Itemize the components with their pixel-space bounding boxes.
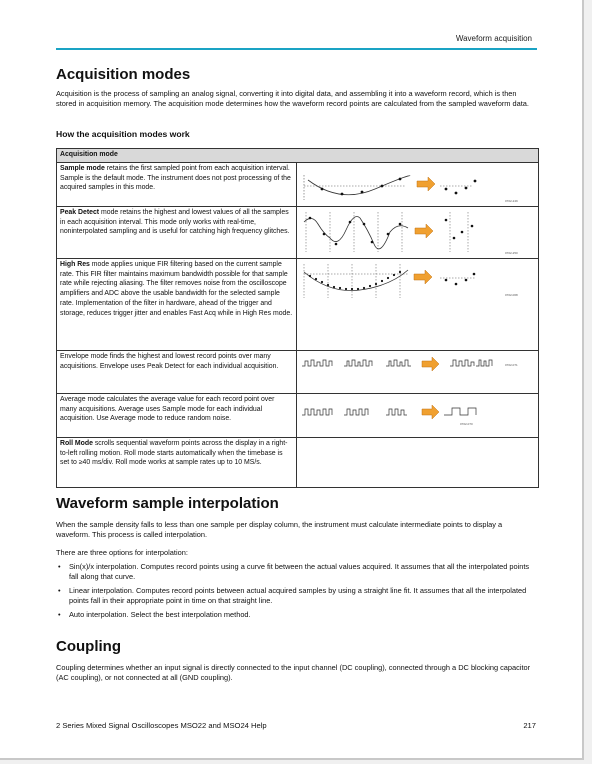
- envelope-diagram: [297, 351, 539, 394]
- high-res-diagram: [297, 259, 539, 351]
- sample-mode-description: [57, 163, 297, 207]
- average-diagram: [297, 394, 539, 438]
- figure-number: 0702-068: [505, 293, 518, 297]
- peak-detect-diagram: [297, 207, 539, 259]
- figure-number: 0702-250: [505, 251, 518, 255]
- mode-name: Sample mode: [60, 165, 105, 172]
- acquisition-modes-table: [56, 148, 539, 488]
- list-item: • Auto interpolation. Select the best interpolation method.: [56, 610, 540, 620]
- how-modes-work-subheading: How the acquisition modes work: [56, 129, 190, 139]
- mode-text: mode applies unique FIR filtering based on the current sample rate. This FIR filter maintains maximum bandwidth possible for that sample rate while rejecting aliasing. The filter removes noise from the oscilloscope amplifiers and ADC above the usable bandwidth for the selected sample rate. Implementation of the filter in hardware, ahead of the trigger and storage, reduces trigger jitter and enables Fast Acq while in High Res mode.: [60, 261, 293, 317]
- interpolation-options-intro: There are three options for interpolation:: [56, 548, 188, 557]
- table-header-row: [57, 149, 539, 163]
- peak-detect-description: [57, 207, 297, 259]
- mode-text: mode retains the highest and lowest values of all the samples in each acquisition interval. This mode only works with real-time, noninterpolated sampling and is useful for catching high frequency glitches.: [60, 209, 290, 236]
- mode-text: Average mode calculates the average value for each record point over many acquisitions. Average uses Sample mode for each individual acquisition. Use Average mode to reduce random noise.: [60, 396, 275, 423]
- sample-mode-diagram: [297, 163, 539, 207]
- mode-name: High Res: [60, 261, 90, 268]
- figure-number: 0702-071: [505, 363, 518, 367]
- acquisition-intro: Acquisition is the process of sampling an analog signal, converting it into digital data, and assembling it into a waveform record, which is then stored in acquisition memory. The acquisition mode determines how the waveform record points are calculated from the sampled waveform data.: [56, 89, 529, 109]
- table-row-peak-detect: [57, 207, 539, 259]
- mode-name: Roll Mode: [60, 440, 93, 447]
- mode-text: Envelope mode finds the highest and lowest record points over many acquisitions. Envelope uses Peak Detect for each individual acquisition.: [60, 353, 279, 370]
- table-row-roll: [57, 438, 539, 488]
- table-row-average: [57, 394, 539, 438]
- table-row-high-res: [57, 259, 539, 351]
- table-row-sample: [57, 163, 539, 207]
- list-item: • Linear interpolation. Computes record points between actual acquired samples by using a straight line fit. It assumes that all the interpolated points fall in their appropriate point in time on that straight line.: [56, 586, 540, 607]
- interpolation-options-list: [56, 562, 540, 623]
- mode-text: retains the first sampled point from each acquisition interval. Sample is the default mode. The instrument does not post processing of the acquired samples in this mode.: [60, 165, 291, 192]
- interpolation-intro: When the sample density falls to less than one sample per display column, the instrument must calculate intermediate points to display a waveform. This process is called interpolation.: [56, 520, 503, 540]
- average-description: [57, 394, 297, 438]
- footer-page-number: 217: [523, 721, 536, 730]
- roll-mode-description: [57, 438, 297, 488]
- high-res-description: [57, 259, 297, 351]
- coupling-heading: Coupling: [56, 638, 121, 655]
- acquisition-modes-heading: Acquisition modes: [56, 66, 191, 83]
- footer-doc-title: 2 Series Mixed Signal Oscilloscopes MSO22 and MSO24 Help: [56, 721, 267, 730]
- roll-mode-empty-cell: [297, 438, 539, 488]
- running-header: Waveform acquisition: [455, 34, 532, 43]
- figure-number: 0702-249: [505, 199, 518, 203]
- header-rule: [56, 48, 537, 50]
- interpolation-heading: Waveform sample interpolation: [56, 495, 279, 512]
- table-header-cell: Acquisition mode: [57, 149, 539, 163]
- coupling-text: Coupling determines whether an input signal is directly connected to the input channel (DC coupling), connected through a DC blocking capacitor (AC coupling), or not connected at all (GND coupling).: [56, 663, 531, 683]
- table-row-envelope: [57, 351, 539, 394]
- envelope-description: [57, 351, 297, 394]
- mode-name: Peak Detect: [60, 209, 100, 216]
- figure-number: 0702-070: [460, 422, 473, 426]
- mode-text: scrolls sequential waveform points across the display in a right-to-left rolling motion. Roll mode starts automatically when the timebase is set to ≥40 ms/div. Roll mode works at sample rates up to 10 MS/s.: [60, 440, 288, 467]
- list-item: • Sin(x)/x interpolation. Computes record points using a curve fit between the actual values acquired. It assumes that all the interpolated points fall along that curve.: [56, 562, 540, 583]
